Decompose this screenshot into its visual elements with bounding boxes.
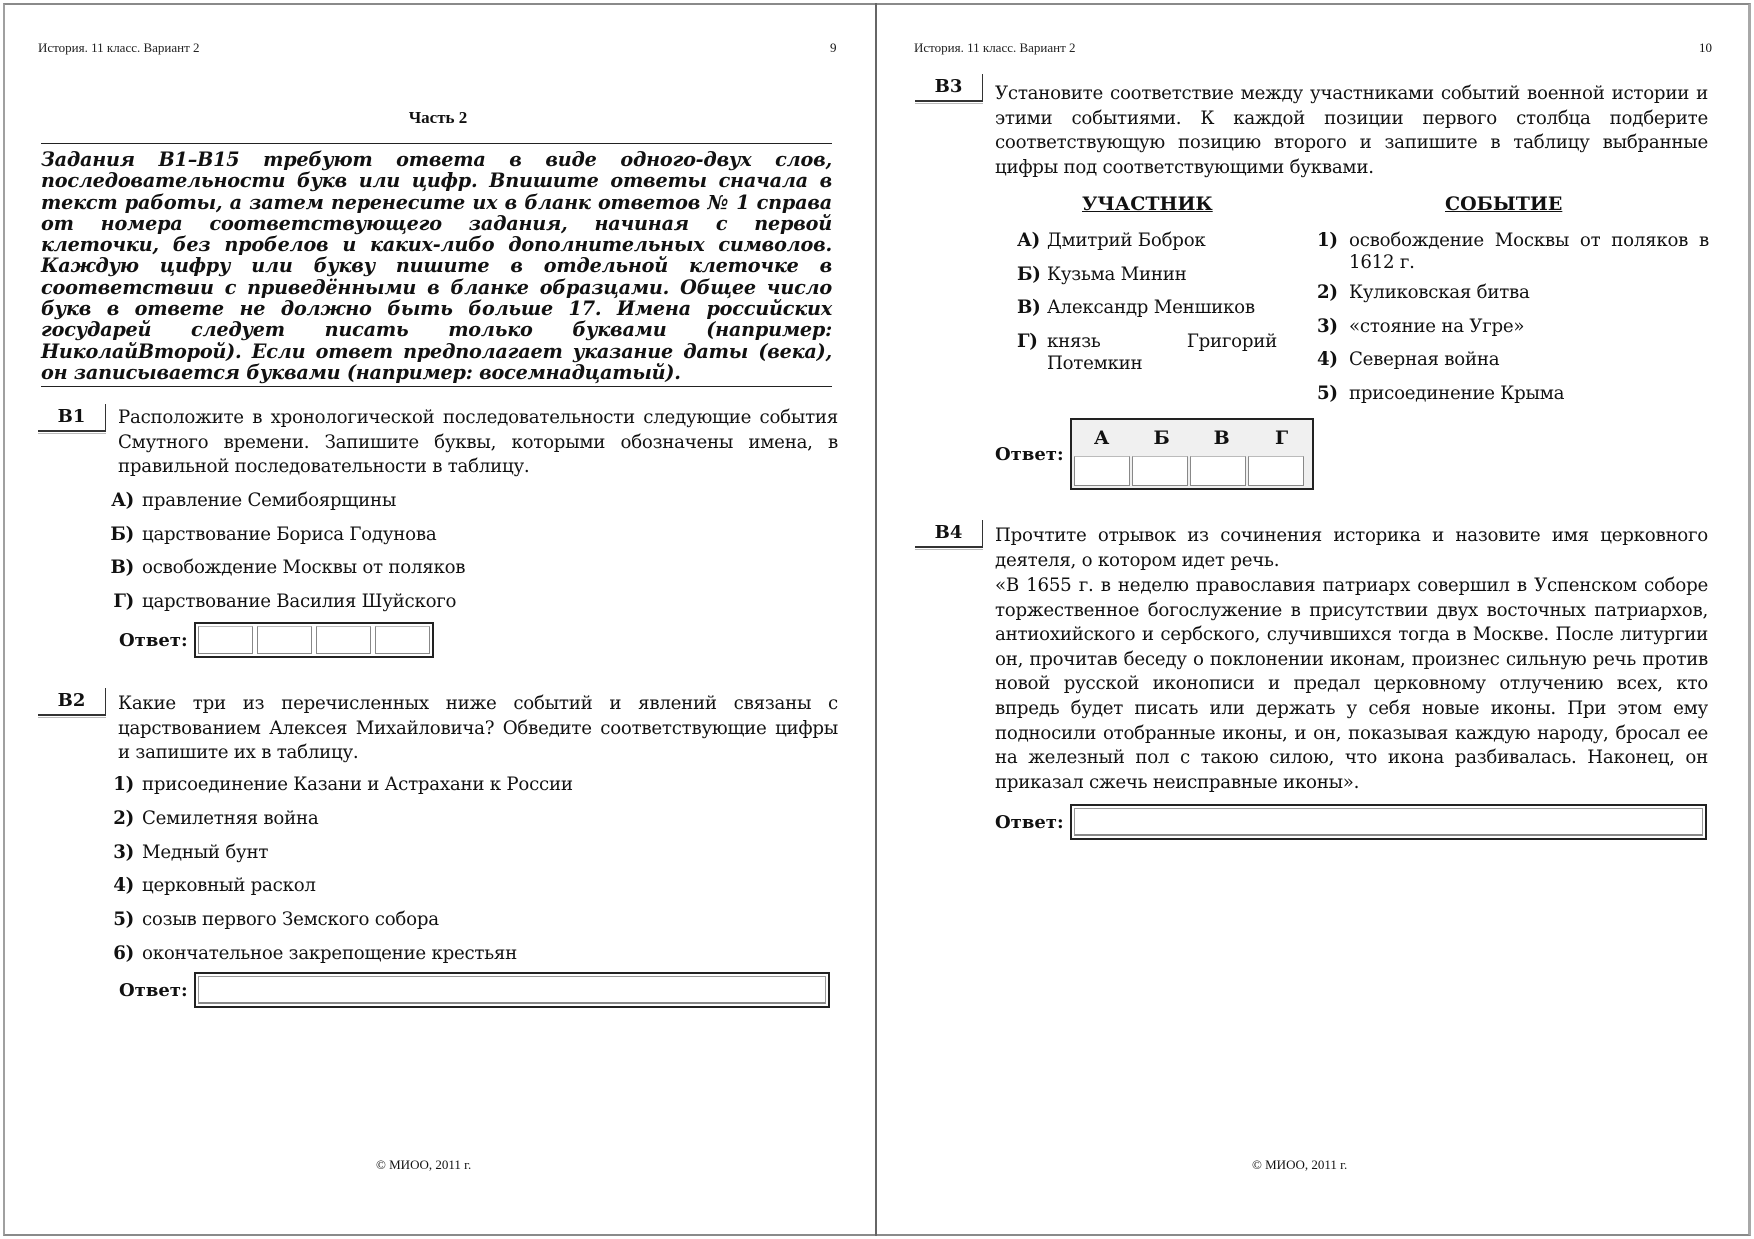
event-1: 1) освобождение Москвы от поляков в 1612 г. [1317,230,1709,273]
answer-grid-row [1072,456,1312,488]
answer-cell-g[interactable] [1248,456,1304,486]
task-label: B4 [915,520,983,548]
participant-a: А) Дмитрий Боброк [1017,230,1206,251]
answer-label: Ответ: [995,443,1064,465]
participant-g: Г) князь Григорий Потемкин [1017,331,1277,374]
event-2: 2) Куликовская битва [1317,282,1530,303]
task-label: B2 [38,688,106,716]
option-b: Б) царствование Бориса Годунова [110,524,437,545]
option-6: 6) окончательное закрепощение крестьян [113,943,517,964]
answer-label: Ответ: [119,629,188,651]
answer-grid-header [1072,420,1312,456]
footer-copyright: © МИОО, 2011 г. [376,1157,472,1172]
task-label: B1 [38,404,106,432]
left-page [0,0,876,1239]
running-head: История. 11 класс. Вариант 2 [38,40,200,55]
task-b3-answer [995,418,1314,490]
right-page [877,0,1754,1239]
column-b: Б [1153,427,1170,449]
answer-label: Ответ: [995,811,1064,833]
footer-copyright: © МИОО, 2011 г. [1252,1157,1348,1172]
answer-cells [194,622,434,658]
option-3: 3) Медный бунт [113,842,269,863]
answer-label: Ответ: [119,979,188,1001]
option-g: Г) царствование Василия Шуйского [113,591,457,612]
option-5: 5) созыв первого Земского собора [113,909,439,930]
task-b2-answer [119,972,830,1008]
answer-cell-4[interactable] [375,626,430,654]
participant-b: Б) Кузьма Минин [1017,264,1187,285]
answer-grid [1070,418,1314,490]
task-b3-text: Установите соответствие между участниками событий военной истории и этими событиями. К каждой позиции первого столбца подберите соответствующую позицию второго и запишите в таблицу выбранные цифры под соответствующими буквами. [995,83,1708,178]
answer-cell-1[interactable] [198,626,253,654]
part-title: Часть 2 [408,108,468,127]
column-header-participant: УЧАСТНИК [1082,193,1213,215]
column-v: В [1213,427,1230,449]
task-b4-text: Прочтите отрывок из сочинения историка и назовите имя церковного деятеля, о котором идет речь. [995,525,1708,571]
column-a: А [1093,427,1110,449]
column-g: Г [1275,427,1289,449]
option-a: А) правление Семибоярщины [111,490,397,511]
page-number: 9 [830,40,837,55]
option-2: 2) Семилетняя война [113,808,319,829]
task-b4-answer [995,804,1707,840]
page-number: 10 [1699,40,1712,55]
instructions-block: Задания B1–B15 требуют ответа в виде одного-двух слов, последовательности букв или цифр. Впишите ответы сначала в текст работы, а затем перенесите их в бланк ответов № 1 справа от номера соответствующего задания, начиная с первой клеточки, без пробелов и каких-либо дополнительных символов. Каждую цифру или букву пишите в отдельной клеточке в соответствии с приведёнными в бланке образцами. Общее число букв в ответе не должно быть больше 17. Имена российских государей следует писать только буквами (например: НиколайВторой). Если ответ предполагает указание даты (века), он записывается буквами (например: восемнадцатый). [41,143,832,387]
running-head: История. 11 класс. Вариант 2 [914,40,1076,55]
task-b2-text: Какие три из перечисленных ниже событий и явлений связаны с царствованием Алексея Михайловича? Обведите соответствующие цифры и запишите их в таблицу. [118,693,838,764]
task-b1-text: Расположите в хронологической последовательности следующие события Смутного времени. Запишите буквы, которыми обозначены имена, в правильной последовательности в таблицу. [118,407,838,478]
answer-field[interactable] [1070,804,1707,840]
answer-cell-a[interactable] [1074,456,1130,486]
option-4: 4) церковный раскол [113,875,316,896]
answer-cell-2[interactable] [257,626,312,654]
option-1: 1) присоединение Казани и Астрахани к России [113,774,573,795]
event-4: 4) Северная война [1317,349,1500,370]
event-3: 3) «стояние на Угре» [1317,316,1525,337]
task-b1-answer [119,622,434,658]
participant-v: В) Александр Меншиков [1017,297,1255,318]
answer-cell-v[interactable] [1190,456,1246,486]
event-5: 5) присоединение Крыма [1317,383,1565,404]
column-header-event: СОБЫТИЕ [1445,193,1563,215]
task-b4-quote: «В 1655 г. в неделю православия патриарх совершил в Успенском соборе торжественное богослужение в присутствии двух восточных патриархов, антиохийского и сербского, случившихся тогда в Москве. После литургии он, прочитав беседу о поклонении иконам, произнес сильную речь против новой русской иконописи и предал церковному отлучению всех, кто впредь будет писать или держать у себя новые иконы. При этом ему подносили отобранные иконы, и он, показывая каждую народу, бросал ее на железный пол с такою силою, что икона разбивалась. Наконец, он приказал сжечь неисправные иконы». [995,575,1708,793]
option-v: В) освобождение Москвы от поляков [110,557,466,578]
task-label: B3 [915,74,983,102]
answer-field[interactable] [194,972,830,1008]
answer-cell-3[interactable] [316,626,371,654]
answer-cell-b[interactable] [1132,456,1188,486]
